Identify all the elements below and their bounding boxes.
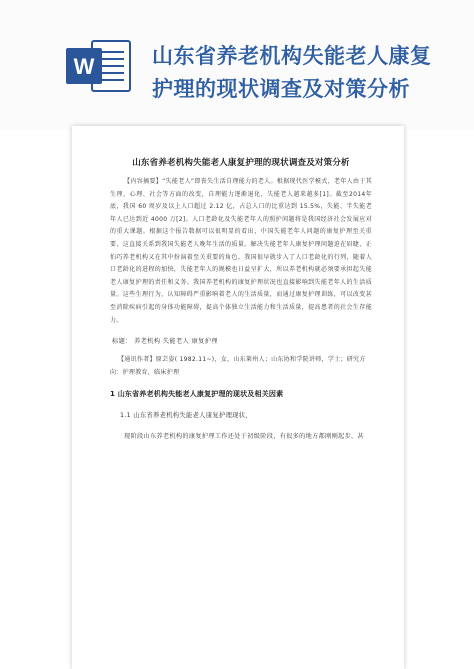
word-icon [66, 38, 132, 94]
section-heading-1-1: 1.1 山东省养老机构失能老人康复护理现状， [120, 412, 252, 420]
section-heading-1: 1 山东省养老机构失能老人康复护理的现状及相关因素 [110, 390, 284, 399]
paper-title: 山东省养老机构失能老人康复护理的现状调查及对策分析 [132, 158, 350, 168]
document-title-banner [152, 40, 472, 106]
header-banner [0, 0, 474, 130]
svg-text:W: W [73, 54, 95, 79]
title-line-1: 山东省养老机构失能老人康复 [152, 44, 432, 68]
title-line-2: 护理的现状调查及对策分析 [152, 77, 410, 101]
keywords-line: 标题： 养老机构 失能老人 康复护理 [112, 338, 218, 346]
correspondence-paragraph: 【通讯作者】原芸姿( 1982.11~)，女，山东莱州人；山东协和学院讲师，学士；研究方向：护理教育，临床护理 [110, 356, 366, 376]
page-content [110, 156, 372, 440]
body-paragraph: 现阶段山东养老机构的康复护理工作还处于初级阶段，有很多的地方都刚刚起步，甚 [124, 433, 365, 441]
abstract-paragraph: 【内容摘要】“失能老人”即丧失生活自理能力的老人。根据现代医学模式，老年人由于其生理、心理、社会等方面的改变，自理能力逐渐退化，失能老人越来越多[1]。截至2014年底，我国 60 周岁及以上人口超过 2.12 亿，占总人口的比重达到 15.5%，失能、半失能老年人已达到近 4000 万[2]。人口老龄化及失能老年人的照护问题将是我国经济社会发展应对的重大课题。根据这个报告数据可以很明显的看出，中国失能老年人问题的康复护理至关重要，这直接关系到我国失能老人晚年生活的质量。解决失能老年人康复护理问题迫在眉睫，正怕巧养老机构又在其中扮演着至关重要的角色。我国很早就步入了人口老龄化的行列，随着人口老龄化的进程的加快，失能老年人的规模也日益呈扩大，所以养老机构就必须要承担起失能老人康复护理的责任和义务。我国养老机构的康复护理状况也直接影响到失能老年人的生活质量。这些生理行为，认知障碍严重影响着老人的生活质量，而通过康复护理训练，可以改变甚至消除疾病引起的身体功能障碍，提高个体独立生活能力和生活质量，提高患者的社会生存能力。 [110, 178, 372, 324]
document-page [72, 126, 404, 669]
